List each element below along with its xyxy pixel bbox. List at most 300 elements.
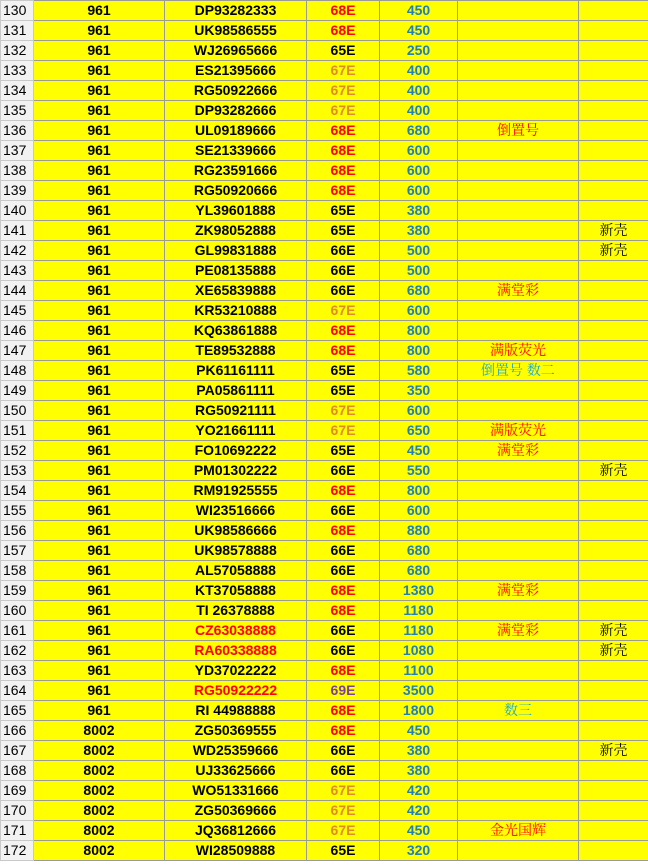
price-cell[interactable]: 600 bbox=[380, 301, 458, 321]
note-cell[interactable] bbox=[458, 521, 579, 541]
row-number-cell[interactable]: 142 bbox=[1, 241, 34, 261]
type-cell[interactable]: 66E bbox=[307, 541, 380, 561]
type-cell[interactable]: 65E bbox=[307, 441, 380, 461]
row-number-cell[interactable]: 156 bbox=[1, 521, 34, 541]
code-cell[interactable]: YO21661111 bbox=[165, 421, 307, 441]
code-cell[interactable]: KT37058888 bbox=[165, 581, 307, 601]
type-cell[interactable]: 67E bbox=[307, 61, 380, 81]
type-cell[interactable]: 68E bbox=[307, 321, 380, 341]
price-cell[interactable]: 500 bbox=[380, 261, 458, 281]
price-cell[interactable]: 380 bbox=[380, 741, 458, 761]
type-cell[interactable]: 68E bbox=[307, 481, 380, 501]
row-number-cell[interactable]: 136 bbox=[1, 121, 34, 141]
flag-cell[interactable] bbox=[579, 681, 648, 701]
flag-cell[interactable] bbox=[579, 281, 648, 301]
flag-cell[interactable] bbox=[579, 781, 648, 801]
flag-cell[interactable] bbox=[579, 361, 648, 381]
code-cell[interactable]: UK98586555 bbox=[165, 21, 307, 41]
type-cell[interactable]: 67E bbox=[307, 421, 380, 441]
code-cell[interactable]: RG50921111 bbox=[165, 401, 307, 421]
price-cell[interactable]: 3500 bbox=[380, 681, 458, 701]
note-cell[interactable] bbox=[458, 601, 579, 621]
price-cell[interactable]: 420 bbox=[380, 801, 458, 821]
note-cell[interactable] bbox=[458, 321, 579, 341]
type-cell[interactable]: 65E bbox=[307, 381, 380, 401]
prefix-cell[interactable]: 961 bbox=[34, 521, 165, 541]
note-cell[interactable]: 满版荧光 bbox=[458, 341, 579, 361]
price-cell[interactable]: 1800 bbox=[380, 701, 458, 721]
note-cell[interactable] bbox=[458, 841, 579, 861]
type-cell[interactable]: 66E bbox=[307, 281, 380, 301]
flag-cell[interactable] bbox=[579, 701, 648, 721]
flag-cell[interactable] bbox=[579, 541, 648, 561]
code-cell[interactable]: DP93282333 bbox=[165, 1, 307, 21]
note-cell[interactable] bbox=[458, 181, 579, 201]
type-cell[interactable]: 65E bbox=[307, 201, 380, 221]
code-cell[interactable]: AL57058888 bbox=[165, 561, 307, 581]
price-cell[interactable]: 600 bbox=[380, 401, 458, 421]
code-cell[interactable]: RI 44988888 bbox=[165, 701, 307, 721]
prefix-cell[interactable]: 8002 bbox=[34, 721, 165, 741]
prefix-cell[interactable]: 961 bbox=[34, 141, 165, 161]
price-cell[interactable]: 680 bbox=[380, 121, 458, 141]
row-number-cell[interactable]: 170 bbox=[1, 801, 34, 821]
code-cell[interactable]: PA05861111 bbox=[165, 381, 307, 401]
code-cell[interactable]: UK98578888 bbox=[165, 541, 307, 561]
type-cell[interactable]: 66E bbox=[307, 741, 380, 761]
code-cell[interactable]: ZG50369666 bbox=[165, 801, 307, 821]
flag-cell[interactable]: 新壳 bbox=[579, 221, 648, 241]
type-cell[interactable]: 68E bbox=[307, 341, 380, 361]
prefix-cell[interactable]: 961 bbox=[34, 81, 165, 101]
prefix-cell[interactable]: 8002 bbox=[34, 801, 165, 821]
row-number-cell[interactable]: 143 bbox=[1, 261, 34, 281]
prefix-cell[interactable]: 961 bbox=[34, 1, 165, 21]
prefix-cell[interactable]: 961 bbox=[34, 481, 165, 501]
flag-cell[interactable] bbox=[579, 721, 648, 741]
price-cell[interactable]: 400 bbox=[380, 81, 458, 101]
flag-cell[interactable] bbox=[579, 381, 648, 401]
price-cell[interactable]: 680 bbox=[380, 281, 458, 301]
row-number-cell[interactable]: 162 bbox=[1, 641, 34, 661]
flag-cell[interactable] bbox=[579, 101, 648, 121]
type-cell[interactable]: 67E bbox=[307, 101, 380, 121]
flag-cell[interactable] bbox=[579, 481, 648, 501]
row-number-cell[interactable]: 152 bbox=[1, 441, 34, 461]
code-cell[interactable]: PM01302222 bbox=[165, 461, 307, 481]
flag-cell[interactable] bbox=[579, 141, 648, 161]
row-number-cell[interactable]: 138 bbox=[1, 161, 34, 181]
flag-cell[interactable] bbox=[579, 41, 648, 61]
code-cell[interactable]: CZ63038888 bbox=[165, 621, 307, 641]
row-number-cell[interactable]: 169 bbox=[1, 781, 34, 801]
prefix-cell[interactable]: 961 bbox=[34, 201, 165, 221]
type-cell[interactable]: 67E bbox=[307, 401, 380, 421]
note-cell[interactable] bbox=[458, 241, 579, 261]
code-cell[interactable]: TI 26378888 bbox=[165, 601, 307, 621]
note-cell[interactable] bbox=[458, 61, 579, 81]
price-cell[interactable]: 680 bbox=[380, 541, 458, 561]
type-cell[interactable]: 68E bbox=[307, 181, 380, 201]
prefix-cell[interactable]: 961 bbox=[34, 701, 165, 721]
note-cell[interactable] bbox=[458, 41, 579, 61]
row-number-cell[interactable]: 166 bbox=[1, 721, 34, 741]
type-cell[interactable]: 65E bbox=[307, 41, 380, 61]
row-number-cell[interactable]: 149 bbox=[1, 381, 34, 401]
type-cell[interactable]: 68E bbox=[307, 521, 380, 541]
row-number-cell[interactable]: 148 bbox=[1, 361, 34, 381]
type-cell[interactable]: 68E bbox=[307, 121, 380, 141]
flag-cell[interactable] bbox=[579, 601, 648, 621]
note-cell[interactable] bbox=[458, 721, 579, 741]
type-cell[interactable]: 68E bbox=[307, 141, 380, 161]
price-cell[interactable]: 450 bbox=[380, 821, 458, 841]
type-cell[interactable]: 68E bbox=[307, 721, 380, 741]
flag-cell[interactable] bbox=[579, 121, 648, 141]
prefix-cell[interactable]: 961 bbox=[34, 441, 165, 461]
row-number-cell[interactable]: 135 bbox=[1, 101, 34, 121]
prefix-cell[interactable]: 961 bbox=[34, 301, 165, 321]
note-cell[interactable]: 满堂彩 bbox=[458, 441, 579, 461]
price-cell[interactable]: 350 bbox=[380, 381, 458, 401]
flag-cell[interactable]: 新壳 bbox=[579, 241, 648, 261]
flag-cell[interactable] bbox=[579, 201, 648, 221]
type-cell[interactable]: 65E bbox=[307, 841, 380, 861]
type-cell[interactable]: 66E bbox=[307, 561, 380, 581]
note-cell[interactable] bbox=[458, 661, 579, 681]
prefix-cell[interactable]: 961 bbox=[34, 621, 165, 641]
code-cell[interactable]: YL39601888 bbox=[165, 201, 307, 221]
price-cell[interactable]: 800 bbox=[380, 321, 458, 341]
code-cell[interactable]: DP93282666 bbox=[165, 101, 307, 121]
code-cell[interactable]: UL09189666 bbox=[165, 121, 307, 141]
code-cell[interactable]: WD25359666 bbox=[165, 741, 307, 761]
row-number-cell[interactable]: 155 bbox=[1, 501, 34, 521]
price-cell[interactable]: 600 bbox=[380, 181, 458, 201]
prefix-cell[interactable]: 961 bbox=[34, 241, 165, 261]
price-cell[interactable]: 1100 bbox=[380, 661, 458, 681]
note-cell[interactable] bbox=[458, 681, 579, 701]
row-number-cell[interactable]: 168 bbox=[1, 761, 34, 781]
row-number-cell[interactable]: 167 bbox=[1, 741, 34, 761]
note-cell[interactable] bbox=[458, 801, 579, 821]
row-number-cell[interactable]: 150 bbox=[1, 401, 34, 421]
flag-cell[interactable] bbox=[579, 161, 648, 181]
note-cell[interactable]: 倒置号 数二 bbox=[458, 361, 579, 381]
prefix-cell[interactable]: 961 bbox=[34, 261, 165, 281]
prefix-cell[interactable]: 961 bbox=[34, 61, 165, 81]
type-cell[interactable]: 67E bbox=[307, 801, 380, 821]
flag-cell[interactable]: 新壳 bbox=[579, 621, 648, 641]
code-cell[interactable]: ZG50369555 bbox=[165, 721, 307, 741]
type-cell[interactable]: 67E bbox=[307, 301, 380, 321]
flag-cell[interactable] bbox=[579, 301, 648, 321]
note-cell[interactable] bbox=[458, 381, 579, 401]
code-cell[interactable]: JQ36812666 bbox=[165, 821, 307, 841]
price-cell[interactable]: 800 bbox=[380, 481, 458, 501]
flag-cell[interactable] bbox=[579, 21, 648, 41]
code-cell[interactable]: RA60338888 bbox=[165, 641, 307, 661]
prefix-cell[interactable]: 961 bbox=[34, 281, 165, 301]
price-cell[interactable]: 500 bbox=[380, 241, 458, 261]
type-cell[interactable]: 68E bbox=[307, 161, 380, 181]
prefix-cell[interactable]: 961 bbox=[34, 181, 165, 201]
prefix-cell[interactable]: 8002 bbox=[34, 841, 165, 861]
flag-cell[interactable] bbox=[579, 1, 648, 21]
type-cell[interactable]: 68E bbox=[307, 1, 380, 21]
prefix-cell[interactable]: 961 bbox=[34, 41, 165, 61]
note-cell[interactable]: 满堂彩 bbox=[458, 581, 579, 601]
type-cell[interactable]: 67E bbox=[307, 81, 380, 101]
code-cell[interactable]: RG23591666 bbox=[165, 161, 307, 181]
price-cell[interactable]: 380 bbox=[380, 221, 458, 241]
note-cell[interactable] bbox=[458, 781, 579, 801]
prefix-cell[interactable]: 961 bbox=[34, 561, 165, 581]
prefix-cell[interactable]: 961 bbox=[34, 581, 165, 601]
code-cell[interactable]: SE21339666 bbox=[165, 141, 307, 161]
type-cell[interactable]: 66E bbox=[307, 621, 380, 641]
prefix-cell[interactable]: 8002 bbox=[34, 821, 165, 841]
row-number-cell[interactable]: 145 bbox=[1, 301, 34, 321]
type-cell[interactable]: 66E bbox=[307, 501, 380, 521]
price-cell[interactable]: 320 bbox=[380, 841, 458, 861]
prefix-cell[interactable]: 8002 bbox=[34, 741, 165, 761]
price-cell[interactable]: 450 bbox=[380, 21, 458, 41]
prefix-cell[interactable]: 961 bbox=[34, 361, 165, 381]
row-number-cell[interactable]: 163 bbox=[1, 661, 34, 681]
price-cell[interactable]: 400 bbox=[380, 61, 458, 81]
price-cell[interactable]: 880 bbox=[380, 521, 458, 541]
prefix-cell[interactable]: 961 bbox=[34, 601, 165, 621]
note-cell[interactable]: 满堂彩 bbox=[458, 621, 579, 641]
price-cell[interactable]: 800 bbox=[380, 341, 458, 361]
flag-cell[interactable] bbox=[579, 761, 648, 781]
row-number-cell[interactable]: 146 bbox=[1, 321, 34, 341]
row-number-cell[interactable]: 160 bbox=[1, 601, 34, 621]
type-cell[interactable]: 66E bbox=[307, 241, 380, 261]
row-number-cell[interactable]: 161 bbox=[1, 621, 34, 641]
price-cell[interactable]: 400 bbox=[380, 101, 458, 121]
flag-cell[interactable] bbox=[579, 841, 648, 861]
note-cell[interactable] bbox=[458, 301, 579, 321]
row-number-cell[interactable]: 137 bbox=[1, 141, 34, 161]
flag-cell[interactable] bbox=[579, 61, 648, 81]
note-cell[interactable] bbox=[458, 261, 579, 281]
prefix-cell[interactable]: 8002 bbox=[34, 781, 165, 801]
prefix-cell[interactable]: 8002 bbox=[34, 761, 165, 781]
note-cell[interactable] bbox=[458, 501, 579, 521]
type-cell[interactable]: 68E bbox=[307, 661, 380, 681]
flag-cell[interactable]: 新壳 bbox=[579, 741, 648, 761]
prefix-cell[interactable]: 961 bbox=[34, 401, 165, 421]
row-number-cell[interactable]: 172 bbox=[1, 841, 34, 861]
prefix-cell[interactable]: 961 bbox=[34, 221, 165, 241]
flag-cell[interactable] bbox=[579, 581, 648, 601]
row-number-cell[interactable]: 132 bbox=[1, 41, 34, 61]
flag-cell[interactable] bbox=[579, 521, 648, 541]
note-cell[interactable] bbox=[458, 401, 579, 421]
note-cell[interactable] bbox=[458, 741, 579, 761]
row-number-cell[interactable]: 134 bbox=[1, 81, 34, 101]
prefix-cell[interactable]: 961 bbox=[34, 321, 165, 341]
type-cell[interactable]: 66E bbox=[307, 761, 380, 781]
row-number-cell[interactable]: 140 bbox=[1, 201, 34, 221]
code-cell[interactable]: KR53210888 bbox=[165, 301, 307, 321]
flag-cell[interactable]: 新壳 bbox=[579, 641, 648, 661]
row-number-cell[interactable]: 154 bbox=[1, 481, 34, 501]
note-cell[interactable] bbox=[458, 1, 579, 21]
price-cell[interactable]: 600 bbox=[380, 501, 458, 521]
price-cell[interactable]: 450 bbox=[380, 441, 458, 461]
prefix-cell[interactable]: 961 bbox=[34, 121, 165, 141]
price-cell[interactable]: 380 bbox=[380, 761, 458, 781]
price-cell[interactable]: 600 bbox=[380, 141, 458, 161]
type-cell[interactable]: 68E bbox=[307, 701, 380, 721]
row-number-cell[interactable]: 171 bbox=[1, 821, 34, 841]
prefix-cell[interactable]: 961 bbox=[34, 461, 165, 481]
note-cell[interactable]: 金光国辉 bbox=[458, 821, 579, 841]
code-cell[interactable]: ES21395666 bbox=[165, 61, 307, 81]
note-cell[interactable]: 数三 bbox=[458, 701, 579, 721]
code-cell[interactable]: UJ33625666 bbox=[165, 761, 307, 781]
type-cell[interactable]: 69E bbox=[307, 681, 380, 701]
flag-cell[interactable] bbox=[579, 261, 648, 281]
code-cell[interactable]: WJ26965666 bbox=[165, 41, 307, 61]
flag-cell[interactable] bbox=[579, 81, 648, 101]
note-cell[interactable] bbox=[458, 541, 579, 561]
flag-cell[interactable] bbox=[579, 561, 648, 581]
code-cell[interactable]: WO51331666 bbox=[165, 781, 307, 801]
code-cell[interactable]: FO10692222 bbox=[165, 441, 307, 461]
flag-cell[interactable] bbox=[579, 821, 648, 841]
note-cell[interactable] bbox=[458, 81, 579, 101]
row-number-cell[interactable]: 158 bbox=[1, 561, 34, 581]
code-cell[interactable]: WI28509888 bbox=[165, 841, 307, 861]
flag-cell[interactable] bbox=[579, 181, 648, 201]
code-cell[interactable]: ZK98052888 bbox=[165, 221, 307, 241]
note-cell[interactable] bbox=[458, 101, 579, 121]
flag-cell[interactable]: 新壳 bbox=[579, 461, 648, 481]
prefix-cell[interactable]: 961 bbox=[34, 161, 165, 181]
note-cell[interactable] bbox=[458, 481, 579, 501]
prefix-cell[interactable]: 961 bbox=[34, 21, 165, 41]
row-number-cell[interactable]: 130 bbox=[1, 1, 34, 21]
price-cell[interactable]: 580 bbox=[380, 361, 458, 381]
price-cell[interactable]: 600 bbox=[380, 161, 458, 181]
type-cell[interactable]: 65E bbox=[307, 361, 380, 381]
price-cell[interactable]: 1080 bbox=[380, 641, 458, 661]
price-cell[interactable]: 380 bbox=[380, 201, 458, 221]
row-number-cell[interactable]: 164 bbox=[1, 681, 34, 701]
flag-cell[interactable] bbox=[579, 801, 648, 821]
code-cell[interactable]: PE08135888 bbox=[165, 261, 307, 281]
price-cell[interactable]: 1380 bbox=[380, 581, 458, 601]
note-cell[interactable]: 倒置号 bbox=[458, 121, 579, 141]
code-cell[interactable]: UK98586666 bbox=[165, 521, 307, 541]
prefix-cell[interactable]: 961 bbox=[34, 421, 165, 441]
code-cell[interactable]: XE65839888 bbox=[165, 281, 307, 301]
prefix-cell[interactable]: 961 bbox=[34, 341, 165, 361]
prefix-cell[interactable]: 961 bbox=[34, 101, 165, 121]
price-cell[interactable]: 1180 bbox=[380, 621, 458, 641]
row-number-cell[interactable]: 159 bbox=[1, 581, 34, 601]
code-cell[interactable]: RG50922666 bbox=[165, 81, 307, 101]
flag-cell[interactable] bbox=[579, 421, 648, 441]
price-cell[interactable]: 450 bbox=[380, 721, 458, 741]
code-cell[interactable]: GL99831888 bbox=[165, 241, 307, 261]
price-cell[interactable]: 250 bbox=[380, 41, 458, 61]
row-number-cell[interactable]: 157 bbox=[1, 541, 34, 561]
code-cell[interactable]: RG50922222 bbox=[165, 681, 307, 701]
row-number-cell[interactable]: 139 bbox=[1, 181, 34, 201]
price-cell[interactable]: 450 bbox=[380, 1, 458, 21]
prefix-cell[interactable]: 961 bbox=[34, 661, 165, 681]
row-number-cell[interactable]: 144 bbox=[1, 281, 34, 301]
prefix-cell[interactable]: 961 bbox=[34, 641, 165, 661]
note-cell[interactable] bbox=[458, 21, 579, 41]
type-cell[interactable]: 68E bbox=[307, 21, 380, 41]
row-number-cell[interactable]: 133 bbox=[1, 61, 34, 81]
type-cell[interactable]: 67E bbox=[307, 781, 380, 801]
price-cell[interactable]: 1180 bbox=[380, 601, 458, 621]
note-cell[interactable]: 满堂彩 bbox=[458, 281, 579, 301]
row-number-cell[interactable]: 165 bbox=[1, 701, 34, 721]
note-cell[interactable] bbox=[458, 141, 579, 161]
prefix-cell[interactable]: 961 bbox=[34, 541, 165, 561]
row-number-cell[interactable]: 153 bbox=[1, 461, 34, 481]
note-cell[interactable] bbox=[458, 161, 579, 181]
price-cell[interactable]: 650 bbox=[380, 421, 458, 441]
price-cell[interactable]: 550 bbox=[380, 461, 458, 481]
flag-cell[interactable] bbox=[579, 321, 648, 341]
row-number-cell[interactable]: 151 bbox=[1, 421, 34, 441]
row-number-cell[interactable]: 147 bbox=[1, 341, 34, 361]
note-cell[interactable] bbox=[458, 201, 579, 221]
note-cell[interactable] bbox=[458, 761, 579, 781]
row-number-cell[interactable]: 141 bbox=[1, 221, 34, 241]
code-cell[interactable]: WI23516666 bbox=[165, 501, 307, 521]
note-cell[interactable]: 满版荧光 bbox=[458, 421, 579, 441]
code-cell[interactable]: PK61161111 bbox=[165, 361, 307, 381]
note-cell[interactable] bbox=[458, 221, 579, 241]
note-cell[interactable] bbox=[458, 461, 579, 481]
row-number-cell[interactable]: 131 bbox=[1, 21, 34, 41]
price-cell[interactable]: 420 bbox=[380, 781, 458, 801]
type-cell[interactable]: 68E bbox=[307, 581, 380, 601]
prefix-cell[interactable]: 961 bbox=[34, 681, 165, 701]
flag-cell[interactable] bbox=[579, 401, 648, 421]
flag-cell[interactable] bbox=[579, 501, 648, 521]
code-cell[interactable]: RG50920666 bbox=[165, 181, 307, 201]
note-cell[interactable] bbox=[458, 561, 579, 581]
type-cell[interactable]: 66E bbox=[307, 461, 380, 481]
flag-cell[interactable] bbox=[579, 341, 648, 361]
note-cell[interactable] bbox=[458, 641, 579, 661]
code-cell[interactable]: RM91925555 bbox=[165, 481, 307, 501]
type-cell[interactable]: 66E bbox=[307, 641, 380, 661]
code-cell[interactable]: YD37022222 bbox=[165, 661, 307, 681]
type-cell[interactable]: 68E bbox=[307, 601, 380, 621]
price-cell[interactable]: 680 bbox=[380, 561, 458, 581]
prefix-cell[interactable]: 961 bbox=[34, 381, 165, 401]
flag-cell[interactable] bbox=[579, 441, 648, 461]
prefix-cell[interactable]: 961 bbox=[34, 501, 165, 521]
code-cell[interactable]: KQ63861888 bbox=[165, 321, 307, 341]
flag-cell[interactable] bbox=[579, 661, 648, 681]
type-cell[interactable]: 67E bbox=[307, 821, 380, 841]
type-cell[interactable]: 65E bbox=[307, 221, 380, 241]
type-cell[interactable]: 66E bbox=[307, 261, 380, 281]
